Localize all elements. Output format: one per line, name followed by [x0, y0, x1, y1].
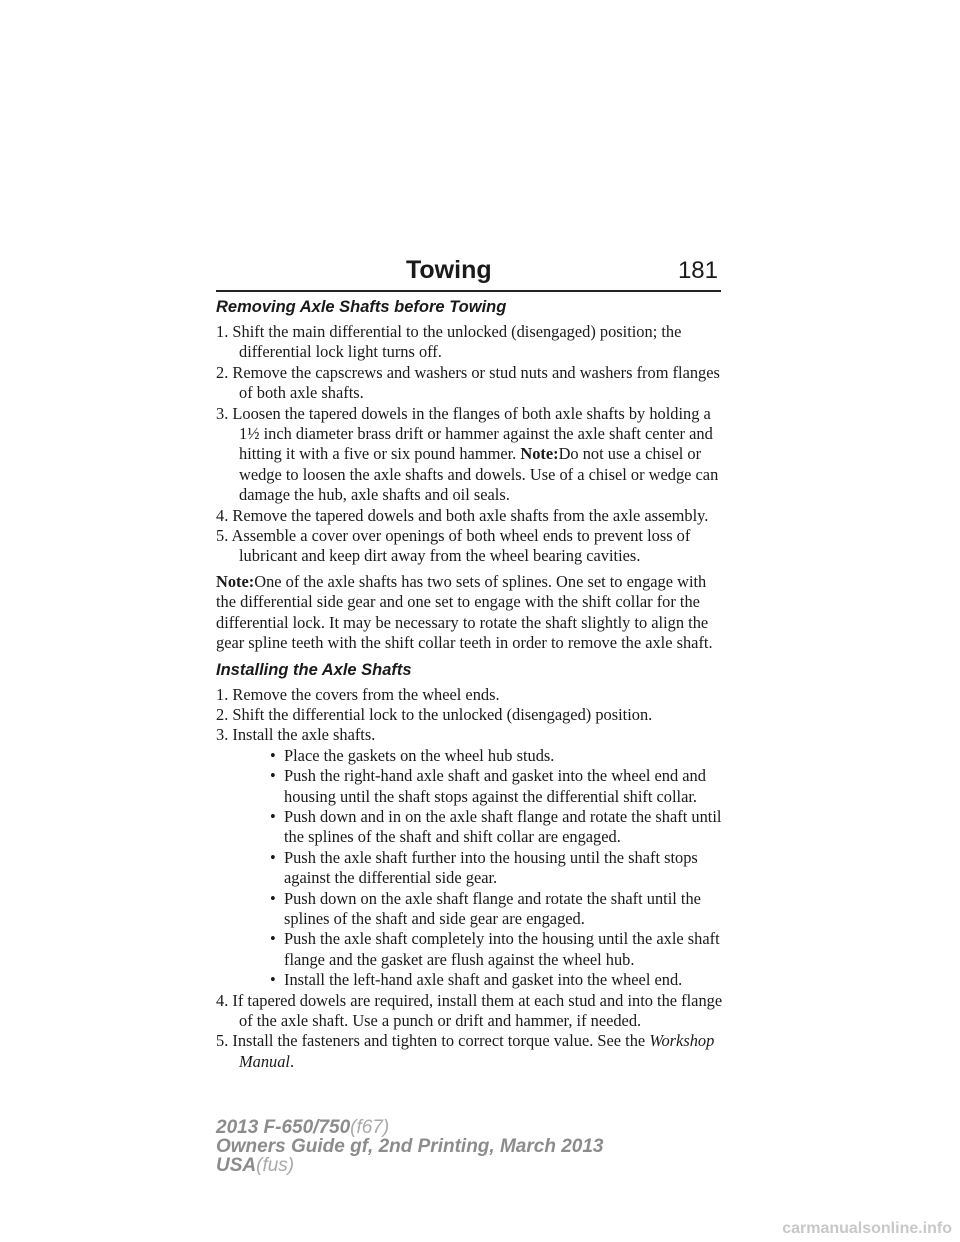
- bullet-item: • Push down on the axle shaft flange and rotate the shaft until the splines of the shaft and side gear are engaged.: [270, 888, 701, 928]
- bullet-icon: •: [270, 970, 276, 990]
- footer-line-printing: Owners Guide gf, 2nd Printing, March 2013: [216, 1136, 604, 1157]
- note-label: Note:: [216, 571, 255, 591]
- list-item: 4. If tapered dowels are required, install them at each stud and into the flange of the axle shaft. Use a punch or drift and hammer, if needed.: [216, 990, 723, 1030]
- list-item: 1. Remove the covers from the wheel ends.: [216, 684, 500, 704]
- install-substeps: [239, 746, 724, 991]
- section-heading-removing: Removing Axle Shafts before Towing: [216, 298, 507, 316]
- removal-steps: [216, 322, 724, 567]
- bullet-icon: •: [270, 847, 276, 867]
- list-item: 2. Shift the differential lock to the unlocked (disengaged) position.: [216, 704, 653, 724]
- page-header: [216, 254, 721, 292]
- bullet-item: • Place the gaskets on the wheel hub studs.: [270, 745, 555, 765]
- note-paragraph: [216, 572, 724, 654]
- list-item: 4. Remove the tapered dowels and both axle shafts from the axle assembly.: [216, 505, 709, 525]
- page-number: 181: [677, 257, 718, 284]
- list-item: 5. Install the fasteners and tighten to correct torque value. See the Workshop Manual.: [216, 1031, 715, 1071]
- bullet-icon: •: [270, 888, 276, 908]
- bullet-icon: •: [270, 929, 276, 949]
- list-item: 3. Loosen the tapered dowels in the flanges of both axle shafts by holding a 1½ inch diameter brass drift or hammer against the axle shaft center and hitting it with a five or six pound hammer. Note:Do not use a chisel or wedge to loosen the axle shafts and dowels. Use of a chisel or wedge can damage the hub, axle shafts and oil seals.: [216, 403, 719, 505]
- bullet-item: • Install the left-hand axle shaft and gasket into the wheel end.: [270, 970, 683, 990]
- list-item: 5. Assemble a cover over openings of both wheel ends to prevent loss of lubricant and keep dirt away from the wheel bearing cavities.: [216, 526, 691, 566]
- document-footer: [216, 1118, 603, 1175]
- bullet-item: • Push the axle shaft further into the housing until the shaft stops against the differential side gear.: [270, 847, 698, 888]
- inline-note-label: Note:: [520, 444, 559, 464]
- page-title: Towing: [406, 256, 492, 284]
- bullet-icon: •: [270, 806, 276, 826]
- list-item: 1. Shift the main differential to the unlocked (disengaged) position; the differential lock light turns off.: [216, 322, 682, 362]
- bullet-icon: •: [270, 766, 276, 786]
- page-content: [216, 296, 724, 1072]
- note-text: One of the axle shafts has two sets of splines. One set to engage with the differential side gear and one set to engage with the shift collar for the differential lock. It may be necessary to rotate the shaft slightly to align the gear spline teeth with the shift collar teeth in order to remove the axle shaft.: [216, 571, 713, 653]
- install-steps: [216, 685, 724, 1073]
- bullet-item: • Push the right-hand axle shaft and gasket into the wheel end and housing until the shaft stops against the differential shift collar.: [270, 766, 706, 806]
- watermark: carmanualsonline.info: [782, 1220, 952, 1237]
- list-item: 3. Install the axle shafts. • Place the gaskets on the wheel hub studs. • Push the right-hand axle shaft and gasket into the wheel end and housing until the shaft stops against the differential shift collar. • Push down and in on the axle shaft flange and rotate the shaft until the splines of the shaft and shift collar are engaged. • Push the axle shaft further into the housing until the shaft stops against the differential side gear. • Push down on the axle shaft flange and rotate the shaft until the splines of the shaft and side gear are engaged. • Push the axle shaft completely into the housing until the axle shaft flange and the gasket are flush against the wheel hub. • Install the left-hand axle shaft and gasket into the wheel end.: [216, 725, 724, 990]
- bullet-item: • Push down and in on the axle shaft flange and rotate the shaft until the splines of the shaft and shift collar are engaged.: [270, 806, 722, 847]
- footer-line-region: USA(fus): [216, 1155, 295, 1176]
- bullet-item: • Push the axle shaft completely into the housing until the axle shaft flange and the gasket are flush against the wheel hub.: [270, 929, 720, 969]
- list-item: 2. Remove the capscrews and washers or stud nuts and washers from flanges of both axle shafts.: [216, 362, 720, 403]
- section-heading-installing: Installing the Axle Shafts: [216, 660, 412, 679]
- workshop-manual-ref: Workshop Manual: [239, 1031, 715, 1071]
- footer-line-model: 2013 F-650/750(f67): [216, 1117, 390, 1138]
- bullet-icon: •: [270, 745, 276, 765]
